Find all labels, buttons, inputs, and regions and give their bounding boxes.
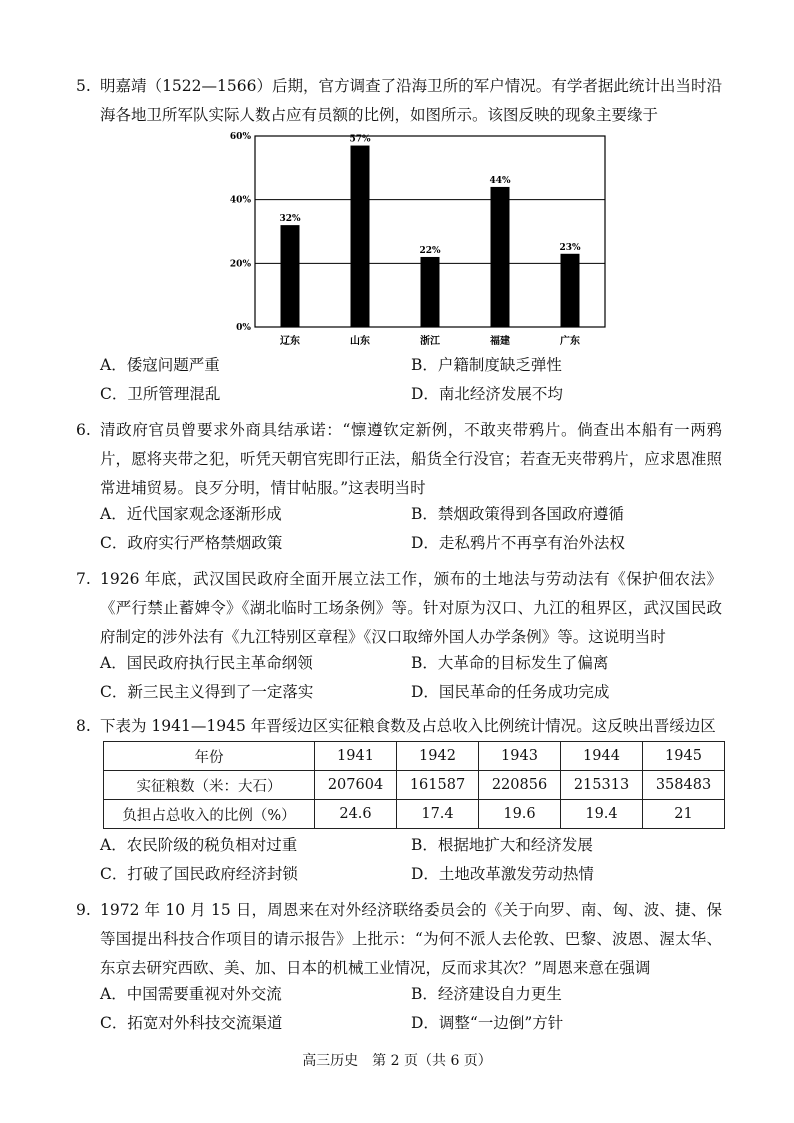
option-c[interactable]: C．拓宽对外科技交流渠道 <box>100 1014 283 1032</box>
option-c[interactable]: C．新三民主义得到了一定落实 <box>100 683 314 701</box>
x-tick-label: 广东 <box>560 336 580 347</box>
question-number: 6. <box>76 421 91 439</box>
question-stem: 明嘉靖（1522—1566）后期，官方调查了沿海卫所的军户情况。有学者据此统计出当时沿海各地卫所军队实际人数占应有员额的比例，如图所示。该图反映的现象主要缘于 <box>100 77 722 124</box>
table-header-cell: 1945 <box>643 742 725 771</box>
option-a[interactable]: A．近代国家观念逐渐形成 <box>100 505 282 523</box>
question-stem: 1926 年底，武汉国民政府全面开展立法工作，颁布的土地法与劳动法有《保护佃农法》《严行禁止蓄婢令》《湖北临时工场条例》等。针对原为汉口、九江的租界区，武汉国民政府制定的涉外法有《九江特别区章程》《汉口取缔外国人办学条例》等。这说明当时 <box>100 570 722 646</box>
y-tick-label: 0% <box>236 323 251 333</box>
data-label: 44% <box>489 175 511 186</box>
bar <box>281 225 300 327</box>
option-c[interactable]: C．政府实行严格禁烟政策 <box>100 534 283 552</box>
question-number: 7. <box>76 570 91 588</box>
table-row <box>104 800 725 829</box>
table-row <box>104 771 725 800</box>
y-tick-label: 40% <box>229 195 251 206</box>
table-cell: 215313 <box>561 771 643 800</box>
bar <box>351 146 370 327</box>
question-stem: 清政府官员曾要求外商具结承诺：“懔遵钦定新例，不敢夹带鸦片。倘查出本船有一两鸦片，愿将夹带之犯，听凭天朝官宪即行正法，船货全行没官；若查无夹带鸦片，应求恩准照常进埔贸易。良歹分明，情甘帖服。”这表明当时 <box>100 421 722 497</box>
data-label: 57% <box>349 134 371 145</box>
y-tick-labels <box>230 132 252 333</box>
question-7 <box>76 565 722 652</box>
x-tick-label: 辽东 <box>280 336 300 347</box>
bar <box>561 254 580 327</box>
bars <box>281 146 580 327</box>
option-b[interactable]: B．户籍制度缺乏弹性 <box>411 356 562 374</box>
option-d[interactable]: D．调整“一边倒”方针 <box>411 1014 564 1032</box>
bar <box>491 187 510 327</box>
question-5 <box>76 72 722 130</box>
table-cell: 19.4 <box>561 800 643 829</box>
bar-chart <box>222 130 622 352</box>
table-header-row <box>104 742 725 771</box>
option-d[interactable]: D．国民革命的任务成功完成 <box>411 683 610 701</box>
option-d[interactable]: D．土地改革激发劳动热情 <box>411 865 594 883</box>
x-tick-label: 福建 <box>490 336 510 347</box>
question-stem: 1972 年 10 月 15 日，周恩来在对外经济联络委员会的《关于向罗、南、匈、波、捷、保等国提出科技合作项目的请示报告》上批示：“为何不派人去伦敦、巴黎、波恩、渥太华、东京去研究西欧、美、加、日本的机械工业情况，反而求其次？”周恩来意在强调 <box>100 901 722 977</box>
x-tick-label: 山东 <box>350 336 370 347</box>
option-b[interactable]: B．大革命的目标发生了偏离 <box>411 654 609 672</box>
option-c[interactable]: C．打破了国民政府经济封锁 <box>100 865 298 883</box>
data-label: 32% <box>279 214 301 225</box>
table-cell: 21 <box>643 800 725 829</box>
question-stem: 下表为 1941—1945 年晋绥边区实征粮食数及占总收入比例统计情况。这反映出晋绥边区 <box>100 717 716 735</box>
table-cell: 负担占总收入的比例（%） <box>104 800 315 829</box>
option-b[interactable]: B．禁烟政策得到各国政府遵循 <box>411 505 624 523</box>
option-b[interactable]: B．经济建设自力更生 <box>411 985 562 1003</box>
question-9 <box>76 896 722 983</box>
table-cell: 实征粮数（米：大石） <box>104 771 315 800</box>
x-tick-label: 浙江 <box>420 336 440 347</box>
table-header-cell: 1942 <box>397 742 479 771</box>
question-number: 9. <box>76 901 91 919</box>
table-cell: 17.4 <box>397 800 479 829</box>
question-8 <box>76 712 722 741</box>
x-tick-labels <box>280 334 580 347</box>
y-tick-label: 60% <box>229 132 251 142</box>
page-footer: 高三历史 第 2 页（共 6 页） <box>302 1053 492 1069</box>
question-number: 8. <box>76 717 91 735</box>
data-label: 23% <box>559 242 581 253</box>
table-cell: 220856 <box>479 771 561 800</box>
question-6 <box>76 416 722 503</box>
data-labels <box>279 135 581 256</box>
data-label: 22% <box>419 245 441 256</box>
option-b[interactable]: B．根据地扩大和经济发展 <box>411 836 593 854</box>
option-d[interactable]: D．走私鸦片不再享有治外法权 <box>411 534 625 552</box>
table-header-cell: 1944 <box>561 742 643 771</box>
option-a[interactable]: A．倭寇问题严重 <box>100 356 220 374</box>
table-cell: 161587 <box>397 771 479 800</box>
table-cell: 358483 <box>643 771 725 800</box>
option-c[interactable]: C．卫所管理混乱 <box>100 385 221 403</box>
option-a[interactable]: A．中国需要重视对外交流 <box>100 985 282 1003</box>
chart-canvas <box>222 130 622 352</box>
option-d[interactable]: D．南北经济发展不均 <box>411 385 563 403</box>
option-a[interactable]: A．国民政府执行民主革命纲领 <box>100 654 313 672</box>
table-cell: 19.6 <box>479 800 561 829</box>
grain-table <box>103 741 725 829</box>
table-header-cell: 1941 <box>315 742 397 771</box>
bar <box>421 257 440 327</box>
table-header-cell: 年份 <box>104 742 315 771</box>
table-header-cell: 1943 <box>479 742 561 771</box>
option-a[interactable]: A．农民阶级的税负相对过重 <box>100 836 298 854</box>
table-cell: 207604 <box>315 771 397 800</box>
question-number: 5. <box>76 77 91 95</box>
table-cell: 24.6 <box>315 800 397 829</box>
y-tick-label: 20% <box>229 259 251 270</box>
